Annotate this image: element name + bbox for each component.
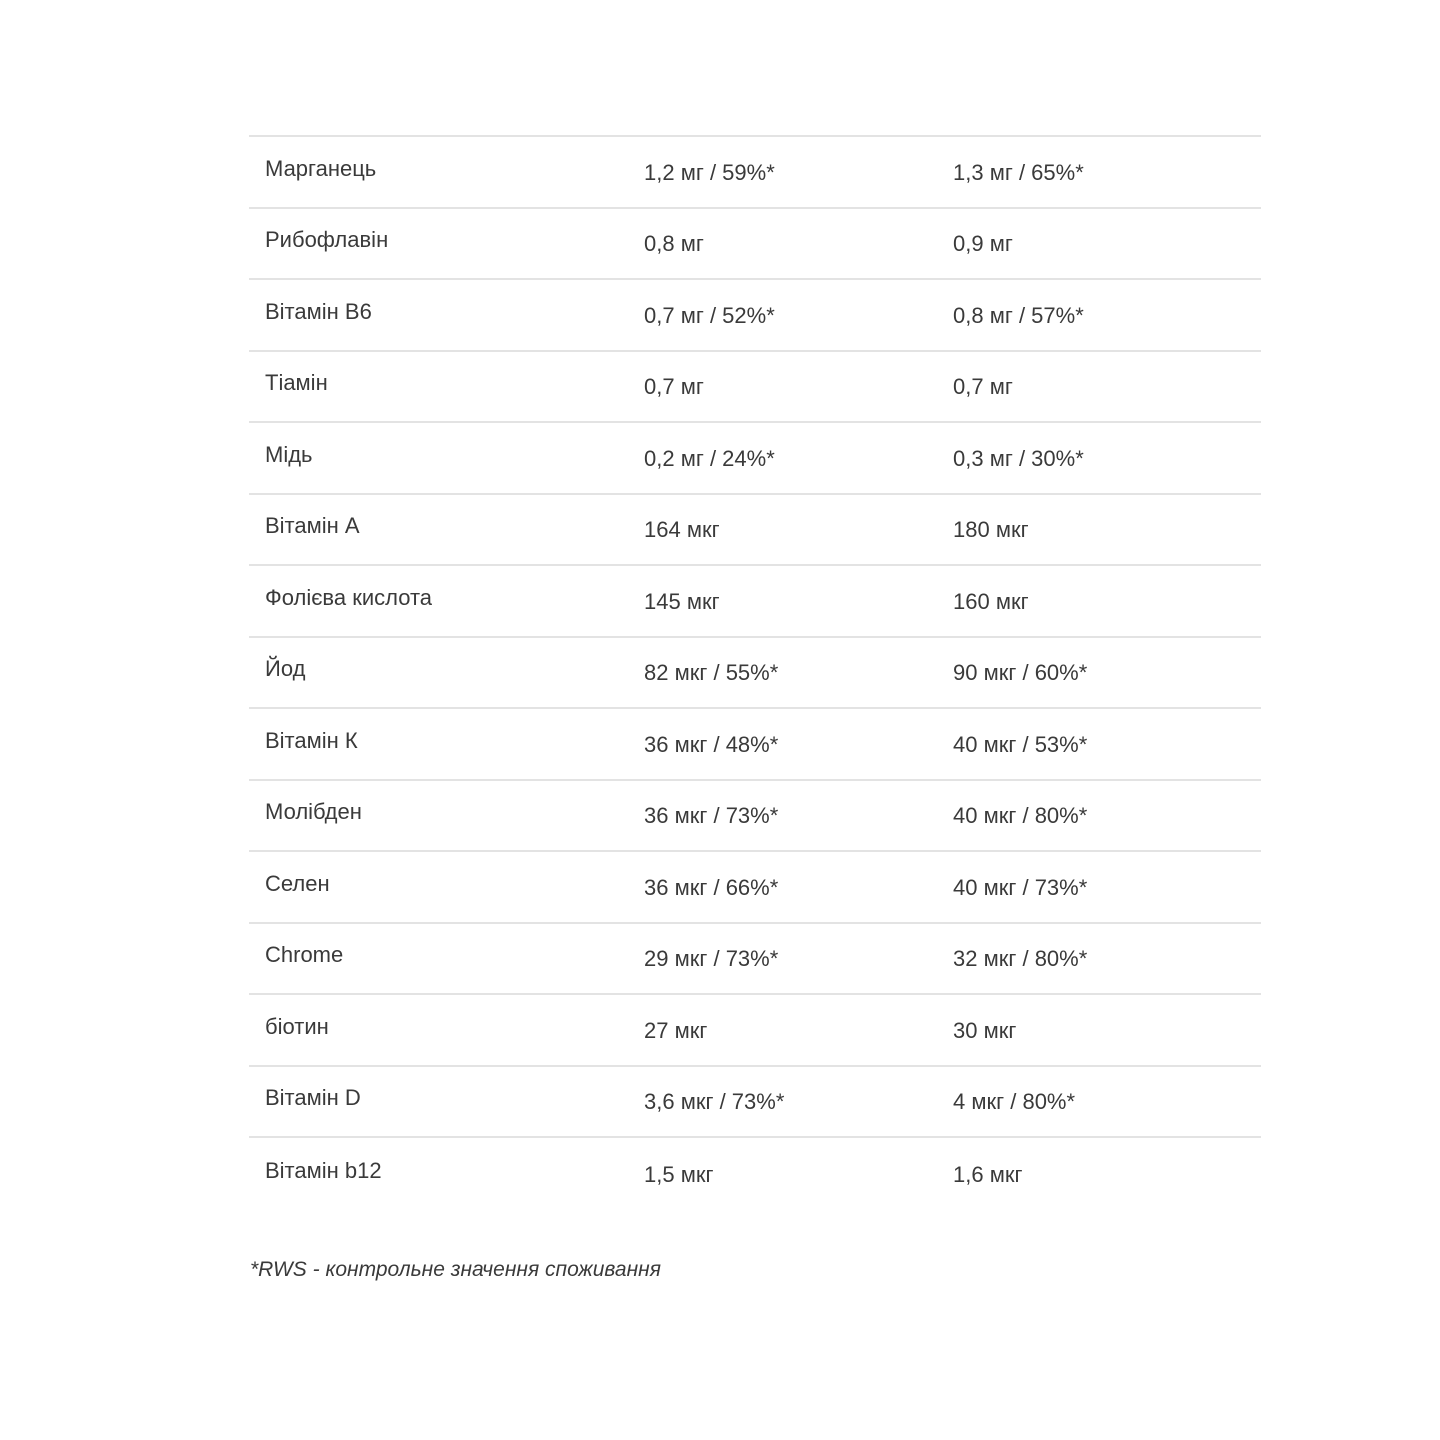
nutrient-value-1: 1,2 мг / 59%* [644, 159, 775, 185]
nutrient-value-1: 0,7 мг / 52%* [644, 302, 775, 328]
nutrient-value-2: 40 мкг / 73%* [953, 874, 1088, 900]
table-row [249, 781, 1261, 853]
table-row [249, 709, 1261, 781]
nutrient-value-2: 40 мкг / 53%* [953, 731, 1088, 757]
nutrient-name: Молібден [265, 799, 362, 825]
nutrient-value-2: 1,3 мг / 65%* [953, 159, 1084, 185]
nutrient-value-2: 32 мкг / 80%* [953, 946, 1088, 972]
table-row [249, 638, 1261, 710]
nutrient-name: Йод [265, 656, 306, 682]
nutrient-value-1: 27 мкг [644, 1017, 708, 1043]
nutrient-value-2: 0,8 мг / 57%* [953, 302, 1084, 328]
nutrient-value-1: 0,7 мг [644, 374, 704, 400]
nutrient-name: Вітамін К [265, 727, 358, 753]
nutrient-name: Фолієва кислота [265, 584, 433, 610]
nutrient-table [249, 135, 1261, 1210]
nutrient-value-1: 145 мкг [644, 588, 720, 614]
nutrient-value-1: 36 мкг / 66%* [644, 874, 779, 900]
table-row [249, 137, 1261, 209]
table-row [249, 280, 1261, 352]
nutrient-value-1: 0,2 мг / 24%* [644, 445, 775, 471]
nutrient-value-2: 1,6 мкг [953, 1161, 1023, 1187]
footnote: *RWS - контрольне значення споживання [250, 1258, 661, 1281]
table-row [249, 423, 1261, 495]
table-row [249, 1067, 1261, 1139]
table-row [249, 1138, 1261, 1210]
nutrient-value-2: 4 мкг / 80%* [953, 1089, 1076, 1115]
table-row [249, 995, 1261, 1067]
table-row [249, 566, 1261, 638]
nutrient-value-1: 36 мкг / 73%* [644, 803, 779, 829]
nutrient-value-2: 90 мкг / 60%* [953, 660, 1088, 686]
table-row [249, 209, 1261, 281]
table-row [249, 852, 1261, 924]
nutrient-value-2: 180 мкг [953, 517, 1029, 543]
nutrient-value-1: 29 мкг / 73%* [644, 946, 779, 972]
nutrient-value-1: 1,5 мкг [644, 1161, 714, 1187]
nutrient-value-1: 0,8 мг [644, 231, 704, 257]
table-row [249, 495, 1261, 567]
nutrient-name: Вітамін B6 [265, 298, 372, 324]
nutrient-value-2: 160 мкг [953, 588, 1029, 614]
nutrient-value-2: 0,7 мг [953, 374, 1013, 400]
nutrient-value-2: 40 мкг / 80%* [953, 803, 1088, 829]
nutrient-name: Мідь [265, 441, 313, 467]
nutrient-name: Вітамін b12 [265, 1157, 382, 1183]
table-row [249, 924, 1261, 996]
nutrient-name: Селен [265, 870, 330, 896]
nutrient-value-2: 30 мкг [953, 1017, 1017, 1043]
nutrient-value-2: 0,3 мг / 30%* [953, 445, 1084, 471]
nutrient-value-2: 0,9 мг [953, 231, 1013, 257]
nutrient-value-1: 3,6 мкг / 73%* [644, 1089, 785, 1115]
nutrient-value-1: 36 мкг / 48%* [644, 731, 779, 757]
nutrient-name: Вітамін D [265, 1085, 361, 1111]
nutrient-value-1: 82 мкг / 55%* [644, 660, 779, 686]
nutrient-name: Марганець [265, 155, 377, 181]
nutrient-name: Тіамін [265, 370, 328, 396]
nutrient-name: Вітамін А [265, 513, 360, 539]
nutrient-value-1: 164 мкг [644, 517, 720, 543]
nutrient-name: Рибофлавін [265, 227, 389, 253]
nutrient-name: Chrome [265, 942, 344, 968]
nutrient-name: біотин [265, 1013, 329, 1039]
table-row [249, 352, 1261, 424]
